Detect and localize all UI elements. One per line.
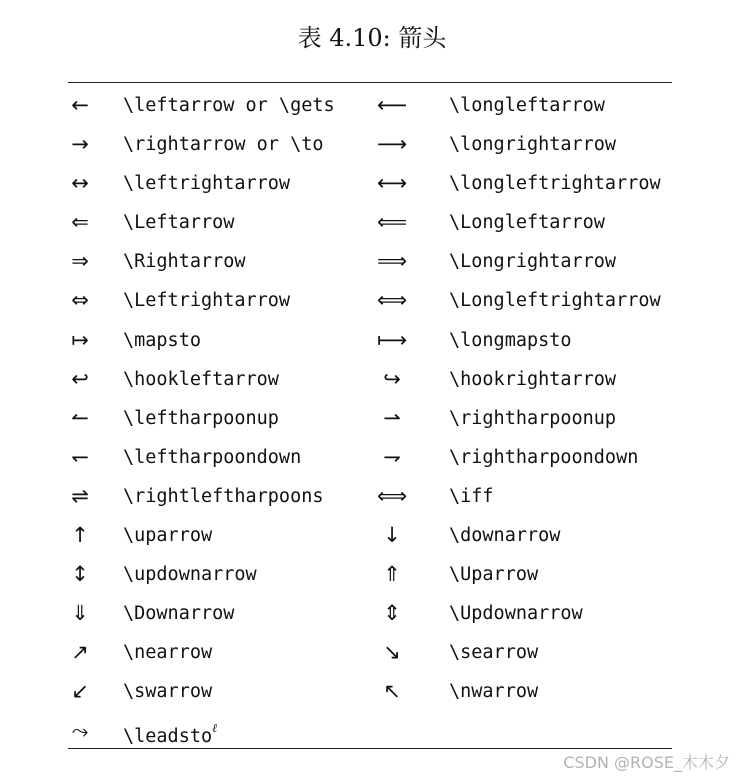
bottom-rule (68, 748, 672, 749)
arrow-symbol-icon: ⇑ (383, 562, 401, 587)
arrows-table (0, 86, 744, 751)
arrow-symbol-icon: ↓ (383, 523, 401, 548)
arrow-command: \Uparrow (449, 564, 539, 586)
top-rule (68, 82, 672, 83)
arrow-symbol-icon: ↼ (71, 405, 89, 430)
arrow-command: \Leftarrow (123, 212, 235, 234)
watermark: CSDN @ROSE_木木夕 (563, 753, 730, 772)
arrow-command: \Longleftarrow (449, 212, 605, 234)
arrow-command: \rightarrow or \to (123, 134, 324, 156)
arrow-symbol-icon: ↩ (71, 366, 89, 391)
arrow-command: \iff (449, 485, 494, 507)
arrow-symbol-icon: ↦ (71, 327, 89, 352)
arrow-symbol-icon: ⇁ (383, 444, 401, 469)
arrow-symbol-icon: → (71, 132, 89, 157)
arrow-symbol-icon: ⟷ (376, 171, 408, 196)
arrow-command: \leftrightarrow (123, 173, 291, 195)
arrow-command: \rightleftharpoons (123, 485, 324, 507)
arrow-command: \leftarrow or \gets (123, 95, 335, 116)
arrow-symbol-icon: ⟶ (376, 132, 408, 157)
arrow-command: \rightharpoondown (449, 446, 639, 468)
arrow-symbol-icon: ⇔ (71, 288, 89, 313)
arrow-command: \longleftarrow (449, 95, 605, 116)
arrow-command: \Leftrightarrow (123, 290, 291, 312)
arrow-command (123, 712, 217, 756)
arrow-command: \leftharpoondown (123, 446, 302, 468)
table-row (0, 125, 744, 164)
arrow-command: \swarrow (123, 681, 213, 703)
arrow-command: \Rightarrow (123, 251, 246, 273)
arrow-command-text: \leadsto (123, 725, 213, 747)
arrow-command: \downarrow (449, 525, 561, 547)
arrow-symbol-icon: ⇌ (71, 483, 89, 508)
arrow-symbol-icon: ↘ (383, 640, 401, 665)
arrow-command: \rightharpoonup (449, 407, 617, 429)
table-row (0, 477, 744, 516)
table-row (0, 360, 744, 399)
arrow-command: \Updownarrow (449, 603, 583, 625)
arrow-symbol-icon: ↔ (71, 171, 89, 196)
arrow-symbol-icon: ↖ (383, 679, 401, 704)
arrow-symbol-icon: ⇀ (383, 405, 401, 430)
arrow-symbol-icon: ↑ (71, 523, 89, 548)
table-row (0, 516, 744, 555)
arrow-command: \Downarrow (123, 603, 235, 625)
arrow-symbol-icon: ⟺ (376, 483, 408, 508)
arrow-symbol-icon: ↙ (71, 679, 89, 704)
table-row (0, 281, 744, 320)
table-row (0, 555, 744, 594)
arrow-symbol-icon: ↽ (71, 444, 89, 469)
table-row (0, 438, 744, 477)
arrow-command: \nearrow (123, 642, 213, 664)
table-row (0, 712, 744, 751)
arrow-symbol-icon: ⇐ (71, 210, 89, 235)
arrow-symbol-icon: ⟸ (376, 210, 408, 235)
arrow-command: \longleftrightarrow (449, 173, 661, 195)
table-row (0, 672, 744, 711)
arrow-command: \longrightarrow (449, 134, 617, 156)
arrow-command: \hookleftarrow (123, 368, 279, 390)
table-caption: 表 4.10: 箭头 (297, 24, 447, 52)
arrow-symbol-icon: ⟵ (376, 93, 408, 117)
arrow-command: \searrow (449, 642, 539, 664)
arrow-command: \mapsto (123, 329, 201, 351)
arrow-symbol-icon: ⟼ (376, 327, 408, 352)
arrow-command: \Longleftrightarrow (449, 290, 661, 312)
arrow-command: \longmapsto (449, 329, 572, 351)
arrow-symbol-icon: ⇒ (71, 249, 89, 274)
arrow-command: \nwarrow (449, 681, 539, 703)
arrow-command: \uparrow (123, 525, 213, 547)
arrow-symbol-icon: ↗ (71, 640, 89, 665)
table-row (0, 321, 744, 360)
arrow-symbol-icon: ⇕ (383, 601, 401, 626)
arrow-symbol-icon: ⤳ (71, 718, 89, 743)
arrow-symbol-icon: ↪ (383, 366, 401, 391)
arrow-command: \Longrightarrow (449, 251, 617, 273)
table-row (0, 164, 744, 203)
arrow-command: \updownarrow (123, 564, 257, 586)
table-row (0, 86, 744, 125)
arrow-symbol-icon: ← (71, 93, 89, 117)
arrow-symbol-icon: ⇓ (71, 601, 89, 626)
table-row (0, 203, 744, 242)
arrow-symbol-icon: ↕ (71, 562, 89, 587)
table-row (0, 399, 744, 438)
table-row (0, 633, 744, 672)
arrow-symbol-icon: ⟺ (376, 288, 408, 313)
table-row (0, 594, 744, 633)
arrow-symbol-icon: ⟹ (376, 249, 408, 274)
footnote-marker: ℓ (212, 720, 218, 735)
table-row (0, 242, 744, 281)
arrow-command: \hookrightarrow (449, 368, 617, 390)
arrow-command: \leftharpoonup (123, 407, 279, 429)
